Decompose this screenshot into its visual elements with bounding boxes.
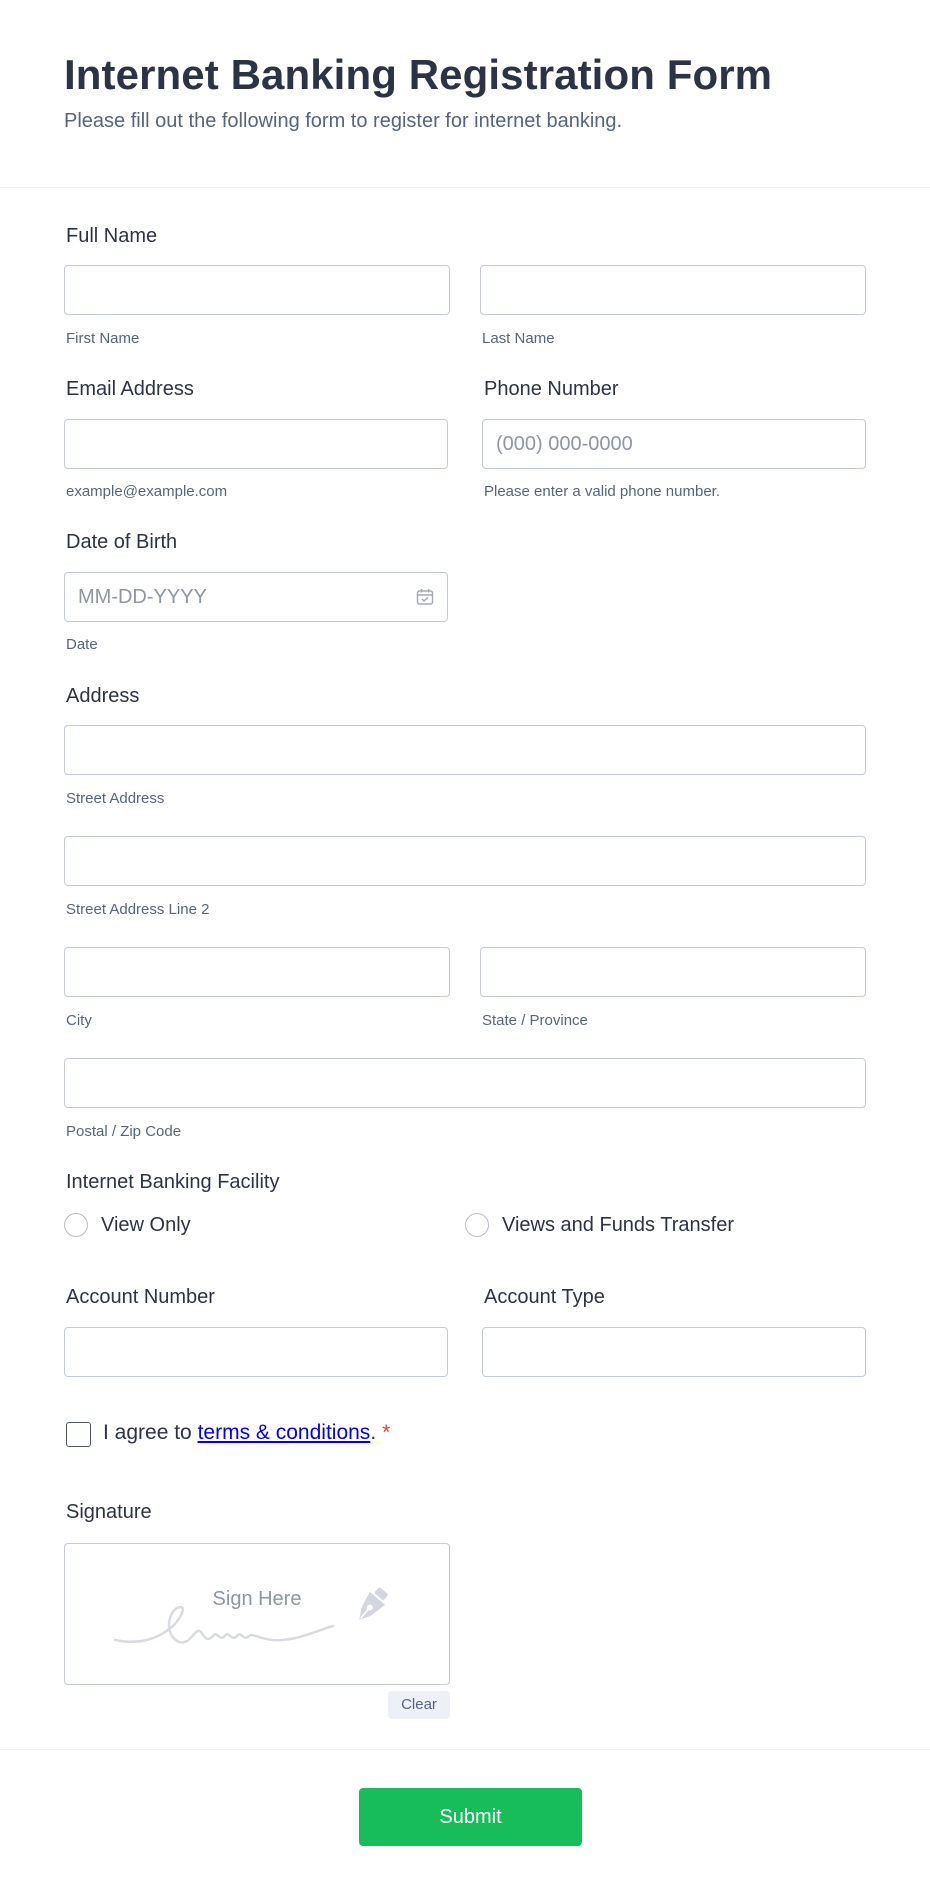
signature-pad[interactable]	[64, 1543, 450, 1685]
dob-placeholder: MM-DD-YYYY	[78, 586, 207, 608]
street-address-line2-input[interactable]	[64, 836, 866, 886]
last-name-sublabel: Last Name	[482, 330, 555, 347]
terms-suffix: .	[370, 1421, 377, 1444]
account-number-label: Account Number	[66, 1286, 215, 1308]
street-address-sublabel: Street Address	[66, 790, 165, 807]
first-name-input[interactable]	[64, 265, 450, 315]
pen-nib-icon	[349, 1584, 393, 1628]
street-address-line2-sublabel: Street Address Line 2	[66, 901, 210, 918]
radio-view-only[interactable]	[64, 1213, 88, 1237]
city-input[interactable]	[64, 947, 450, 997]
facility-label: Internet Banking Facility	[66, 1171, 280, 1193]
zip-input[interactable]	[64, 1058, 866, 1108]
signature-placeholder: Sign Here	[212, 1588, 302, 1610]
terms-prefix: I agree to	[103, 1421, 198, 1444]
state-sublabel: State / Province	[482, 1012, 588, 1029]
zip-sublabel: Postal / Zip Code	[66, 1123, 182, 1140]
email-label: Email Address	[66, 378, 194, 400]
radio-view-only-label[interactable]: View Only	[101, 1214, 191, 1236]
terms-link[interactable]: terms & conditions	[197, 1421, 371, 1444]
phone-label: Phone Number	[484, 378, 619, 400]
phone-placeholder: (000) 000-0000	[496, 433, 633, 455]
terms-text	[103, 1421, 390, 1445]
footer-divider	[0, 1749, 930, 1750]
calendar-icon[interactable]	[415, 587, 435, 607]
radio-views-and-funds-transfer-label[interactable]: Views and Funds Transfer	[502, 1214, 734, 1236]
account-number-input[interactable]	[64, 1327, 448, 1377]
page-title: Internet Banking Registration Form	[64, 51, 773, 98]
city-sublabel: City	[66, 1012, 92, 1029]
first-name-sublabel: First Name	[66, 330, 140, 347]
last-name-input[interactable]	[480, 265, 866, 315]
email-field[interactable]	[64, 419, 448, 469]
dob-sublabel: Date	[66, 636, 98, 653]
page-subtitle: Please fill out the following form to register for internet banking.	[64, 110, 623, 132]
submit-button[interactable]: Submit	[359, 1788, 582, 1846]
phone-sublabel: Please enter a valid phone number.	[484, 483, 720, 500]
state-input[interactable]	[480, 947, 866, 997]
account-type-label: Account Type	[484, 1286, 605, 1308]
terms-checkbox[interactable]	[66, 1422, 91, 1447]
radio-views-and-funds-transfer[interactable]	[465, 1213, 489, 1237]
full-name-label: Full Name	[66, 225, 158, 247]
phone-field[interactable]	[482, 419, 866, 469]
required-mark: *	[382, 1421, 391, 1444]
form-header	[0, 0, 930, 188]
dob-field[interactable]	[64, 572, 448, 622]
email-sublabel: example@example.com	[66, 483, 228, 500]
signature-label: Signature	[66, 1501, 152, 1523]
street-address-input[interactable]	[64, 725, 866, 775]
signature-scribble-icon	[113, 1584, 363, 1654]
clear-signature-button[interactable]: Clear	[388, 1691, 450, 1719]
dob-label: Date of Birth	[66, 531, 178, 553]
address-label: Address	[66, 685, 140, 707]
account-type-input[interactable]	[482, 1327, 866, 1377]
